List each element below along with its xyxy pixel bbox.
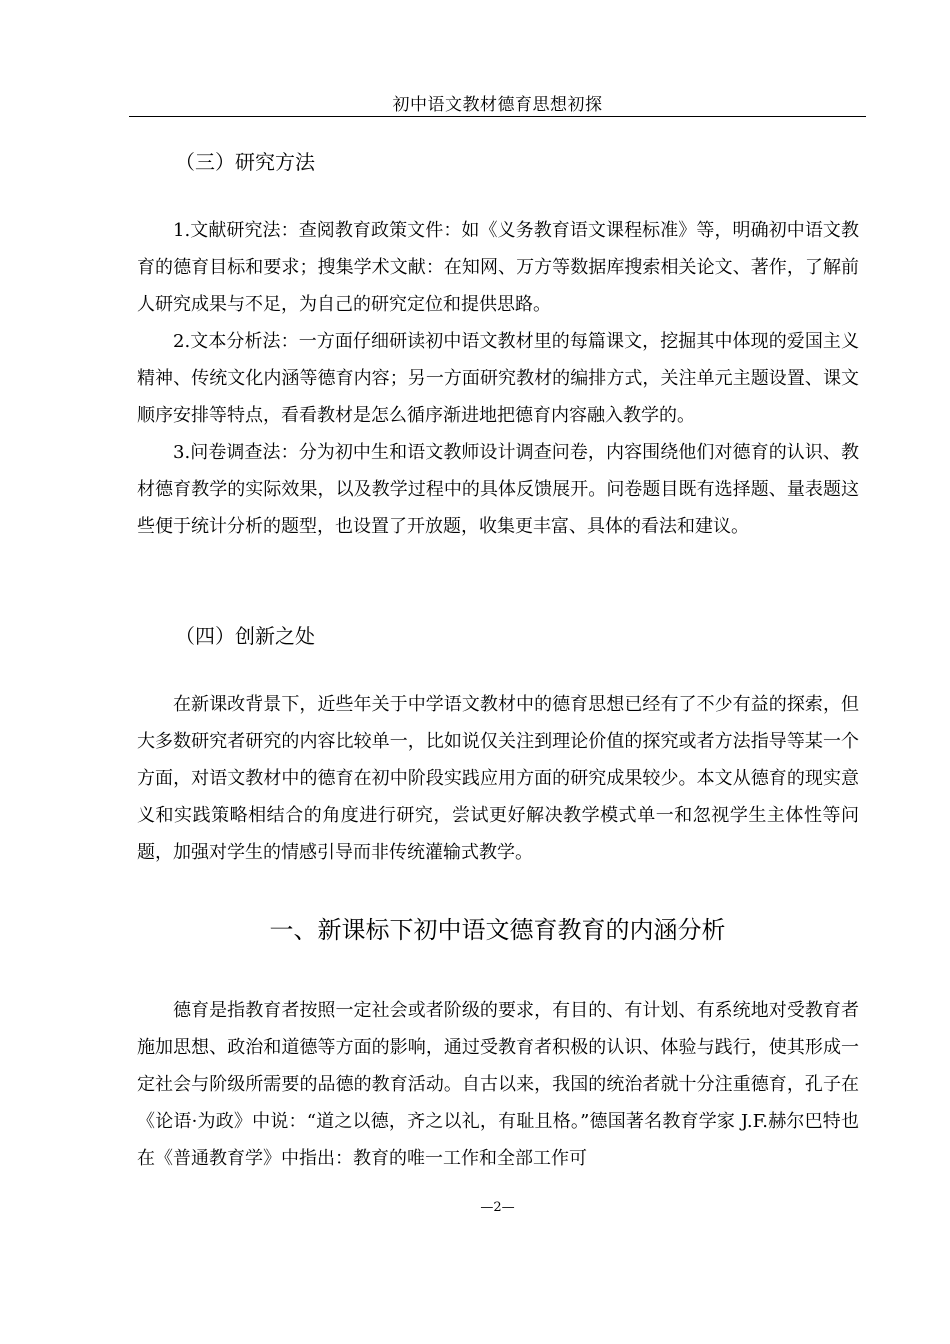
paragraph-innovation: 在新课改背景下，近些年关于中学语文教材中的德育思想已经有了不少有益的探索，但大多数研究者研究的内容比较单一，比如说仅关注到理论价值的探究或者方法指导等某一个方面，对语文教材中的德育在初中阶段实践应用方面的研究成果较少。本文从德育的现实意义和实践策略相结合的角度进行研究，尝试更好解决教学模式单一和忽视学生主体性等问题，加强对学生的情感引导而非传统灌输式教学。	[137, 694, 859, 863]
section-heading-innovation: （四）创新之处	[175, 624, 315, 648]
running-header-title: 初中语文教材德育思想初探	[392, 95, 603, 115]
page-number: —2—	[480, 1200, 515, 1215]
paragraph-literature-method: 1.文献研究法：查阅教育政策文件：如《义务教育语文课程标准》等，明确初中语文教育的德育目标和要求；搜集学术文献：在知网、万方等数据库搜索相关论文、著作，了解前人研究成果与不足，为自己的研究定位和提供思路。	[137, 220, 859, 315]
paragraph-moral-education-definition: 德育是指教育者按照一定社会或者阶级的要求，有目的、有计划、有系统地对受教育者施加思想、政治和道德等方面的影响，通过受教育者积极的认识、体验与践行，使其形成一定社会与阶级所需要的品德的教育活动。自古以来，我国的统治者就十分注重德育，孔子在《论语·为政》中说：“道之以德，齐之以礼，有耻且格。”德国著名教育学家 J.F.赫尔巴特也在《普通教育学》中指出：教育的唯一工作和全部工作可	[137, 1000, 859, 1169]
header-divider	[129, 116, 866, 117]
paragraph-text-analysis-method: 2.文本分析法：一方面仔细研读初中语文教材里的每篇课文，挖掘其中体现的爱国主义精神、传统文化内涵等德育内容；另一方面研究教材的编排方式，关注单元主题设置、课文顺序安排等特点，看看教材是怎么循序渐进地把德育内容融入教学的。	[137, 331, 859, 426]
section-heading-research-methods: （三）研究方法	[175, 150, 315, 174]
paragraph-questionnaire-method: 3.问卷调查法：分为初中生和语文教师设计调查问卷，内容围绕他们对德育的认识、教材德育教学的实际效果，以及教学过程中的具体反馈展开。问卷题目既有选择题、量表题这些便于统计分析的题型，也设置了开放题，收集更丰富、具体的看法和建议。	[137, 442, 859, 537]
chapter-title: 一、新课标下初中语文德育教育的内涵分析	[269, 916, 726, 944]
